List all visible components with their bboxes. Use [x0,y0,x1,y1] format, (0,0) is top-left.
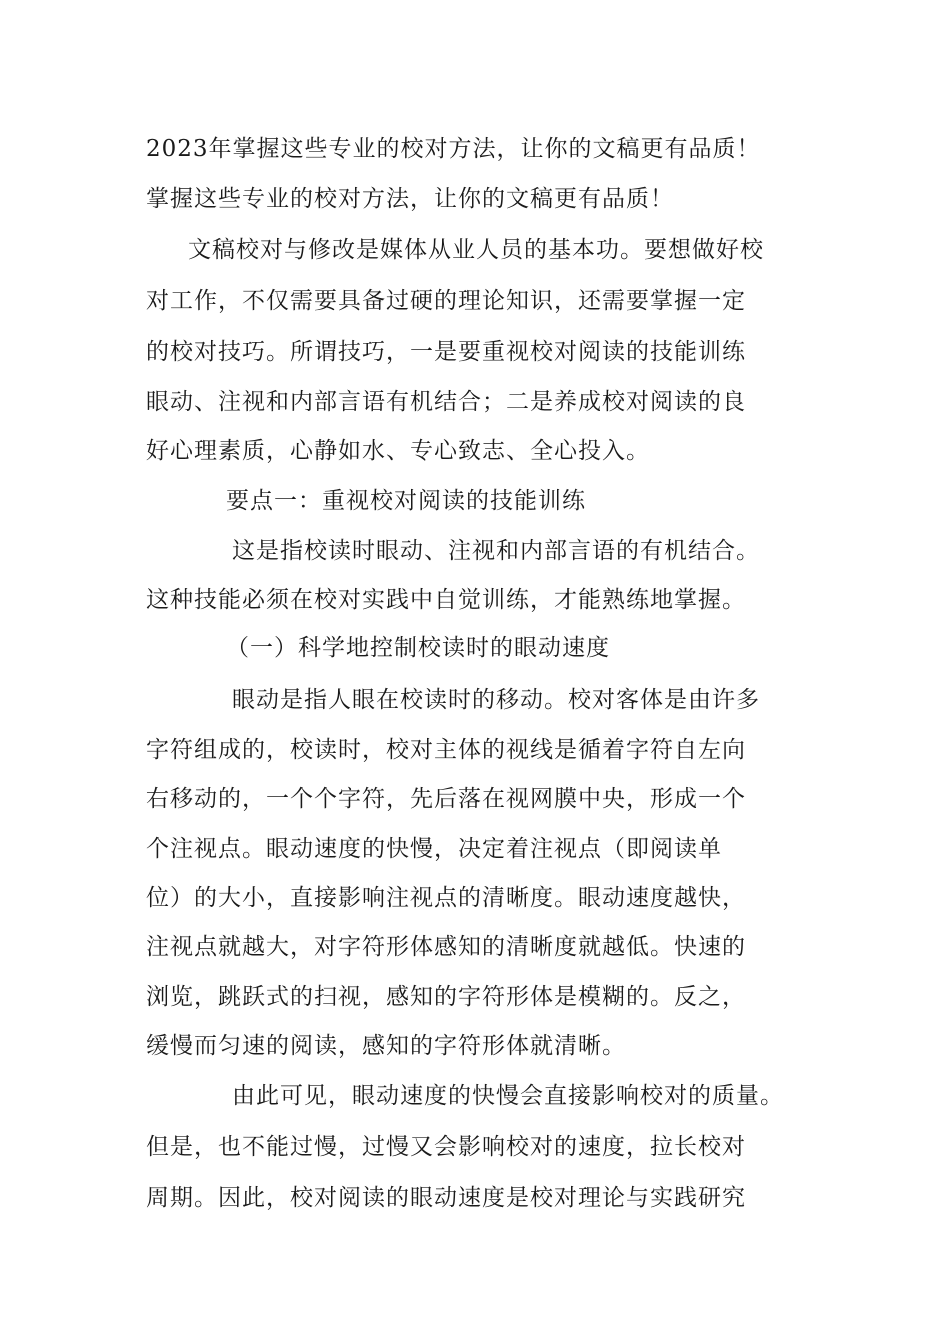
intro-line: 的校对技巧。所谓技巧，一是要重视校对阅读的技能训练 [146,339,746,365]
intro-line: 好心理素质，心静如水、专心致志、全心投入。 [146,438,650,464]
paragraph-line: 注视点就越大，对字符形体感知的清晰度就越低。快速的 [146,934,746,960]
subsection-heading: （一）科学地控制校读时的眼动速度 [226,635,610,661]
paragraph-line: 周期。因此，校对阅读的眼动速度是校对理论与实践研究 [146,1185,746,1211]
paragraph-line: 字符组成的，校读时，校对主体的视线是循着字符自左向 [146,737,746,763]
paragraph-line: 右移动的，一个个字符，先后落在视网膜中央，形成一个 [146,786,746,812]
paragraph-line: 缓慢而匀速的阅读，感知的字符形体就清晰。 [146,1033,626,1059]
paragraph-line: 个注视点。眼动速度的快慢，决定着注视点（即阅读单 [146,836,722,862]
document-title: 2023年掌握这些专业的校对方法，让你的文稿更有品质！ [146,136,761,162]
paragraph-line: 位）的大小，直接影响注视点的清晰度。眼动速度越快， [146,885,746,911]
section-heading: 要点一：重视校对阅读的技能训练 [226,488,586,514]
paragraph-line: 这是指校读时眼动、注视和内部言语的有机结合。 [232,538,760,564]
paragraph-line: 这种技能必须在校对实践中自觉训练，才能熟练地掌握。 [146,587,746,613]
paragraph-line: 眼动是指人眼在校读时的移动。校对客体是由许多 [232,687,760,713]
paragraph-line: 浏览，跳跃式的扫视，感知的字符形体是模糊的。反之， [146,984,746,1010]
intro-line: 眼动、注视和内部言语有机结合；二是养成校对阅读的良 [146,389,746,415]
intro-line: 文稿校对与修改是媒体从业人员的基本功。要想做好校 [188,237,764,263]
document-subtitle: 掌握这些专业的校对方法，让你的文稿更有品质！ [146,186,674,212]
paragraph-line: 由此可见，眼动速度的快慢会直接影响校对的质量。 [232,1083,784,1109]
intro-line: 对工作，不仅需要具备过硬的理论知识，还需要掌握一定 [146,288,746,314]
paragraph-line: 但是，也不能过慢，过慢又会影响校对的速度，拉长校对 [146,1134,746,1160]
